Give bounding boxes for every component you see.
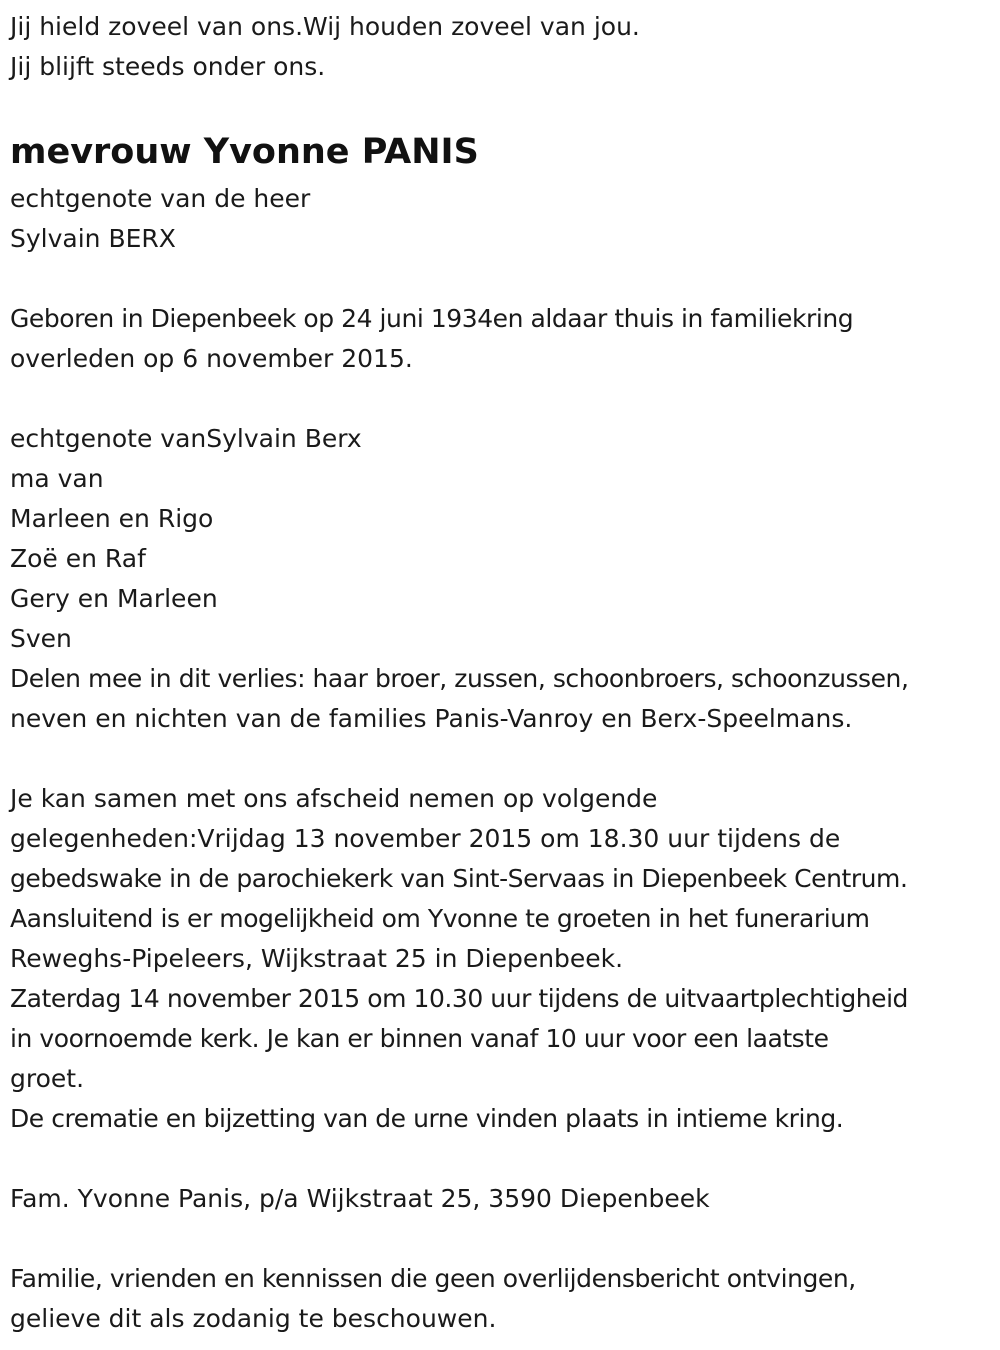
ceremony-line: gelegenheden:Vrijdag 13 november 2015 om 18.30 uur tijdens de [10, 824, 841, 853]
family-block [10, 419, 995, 739]
spacer [10, 379, 995, 419]
ceremony-line: Reweghs-Pipeleers, Wijkstraat 25 in Diepenbeek. [10, 944, 624, 973]
ceremony-block [10, 779, 995, 1139]
closing-block [10, 1259, 995, 1339]
spacer [10, 1139, 995, 1179]
birth-death-line: Geboren in Diepenbeek op 24 juni 1934en aldaar thuis in familiekring [10, 304, 854, 333]
ceremony-line: in voornoemde kerk. Je kan er binnen vanaf 10 uur voor een laatste [10, 1024, 829, 1053]
spacer [10, 739, 995, 779]
spacer [10, 1219, 995, 1259]
ceremony-line: groet. [10, 1064, 85, 1093]
family-line: Zoë en Raf [10, 544, 146, 573]
family-line: echtgenote vanSylvain Berx [10, 424, 362, 453]
family-line: Delen mee in dit verlies: haar broer, zussen, schoonbroers, schoonzussen, [10, 664, 909, 693]
ceremony-line: Aansluitend is er mogelijkheid om Yvonne te groeten in het funerarium [10, 904, 870, 933]
closing-line: Familie, vrienden en kennissen die geen overlijdensbericht ontvingen, [10, 1264, 856, 1293]
family-line: Marleen en Rigo [10, 504, 214, 533]
ceremony-line: Zaterdag 14 november 2015 om 10.30 uur tijdens de uitvaartplechtigheid [10, 984, 908, 1013]
deceased-name: mevrouw Yvonne PANIS [10, 132, 479, 172]
spouse-intro-block [10, 179, 995, 259]
spouse-intro-line: Sylvain BERX [10, 224, 176, 253]
ceremony-line: De crematie en bijzetting van de urne vinden plaats in intieme kring. [10, 1104, 844, 1133]
ceremony-line: Je kan samen met ons afscheid nemen op volgende [10, 784, 658, 813]
spouse-intro-line: echtgenote van de heer [10, 184, 311, 213]
family-address: Fam. Yvonne Panis, p/a Wijkstraat 25, 3590 Diepenbeek [10, 1184, 710, 1213]
birth-death-line: overleden op 6 november 2015. [10, 344, 413, 373]
motto-line: Jij hield zoveel van ons.Wij houden zoveel van jou. [10, 12, 640, 41]
ceremony-line: gebedswake in de parochiekerk van Sint-Servaas in Diepenbeek Centrum. [10, 864, 908, 893]
family-line: Sven [10, 624, 72, 653]
obituary-notice [10, 7, 995, 1339]
family-line: ma van [10, 464, 104, 493]
family-line: Gery en Marleen [10, 584, 218, 613]
closing-line: gelieve dit als zodanig te beschouwen. [10, 1304, 497, 1333]
motto-line: Jij blijft steeds onder ons. [10, 52, 326, 81]
family-line: neven en nichten van de families Panis-Vanroy en Berx-Speelmans. [10, 704, 853, 733]
birth-death-block [10, 299, 995, 379]
spacer [10, 259, 995, 299]
motto-block [10, 7, 995, 87]
